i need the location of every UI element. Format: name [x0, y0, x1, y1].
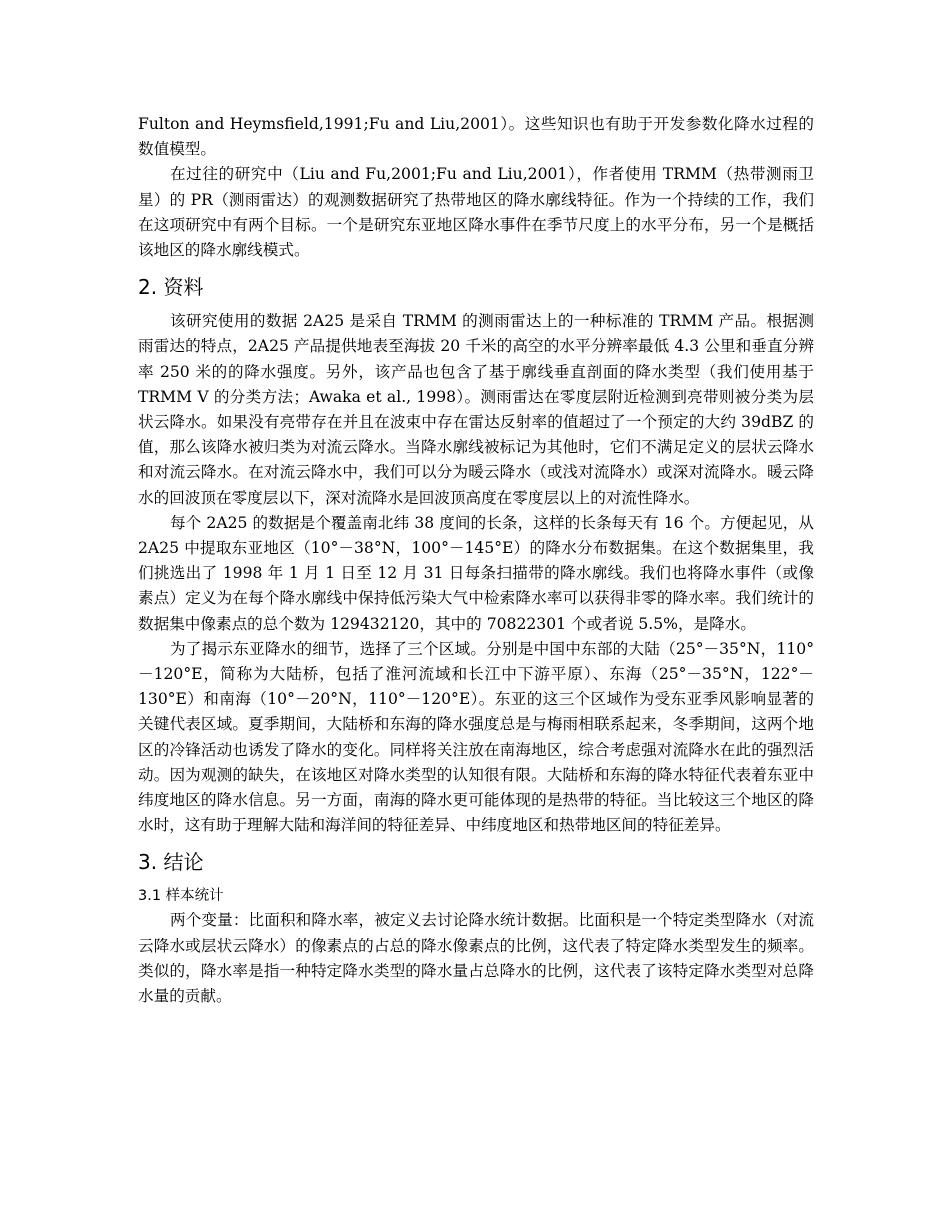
paragraph-data-1: 该研究使用的数据 2A25 是采自 TRMM 的测雨雷达上的一种标准的 TRMM 产品。根据测雨雷达的特点，2A25 产品提供地表至海拔 20 千米的高空的水平分辨率最低 4.3 公里和垂直分辨率 250 米的的降水强度。另外，该产品也包含了基于廓线垂直剖面的降水类型（我们使用基于 TRMM V 的分类方法；Awaka et al., 1998）。测雨雷达在零度层附近检测到亮带则被分类为层状云降水。如果没有亮带存在并且在波束中存在雷达反射率的值超过了一个预定的大约 39dBZ 的值，那么该降水被归类为对流云降水。当降水廓线被标记为其他时，它们不满足定义的层状云降水和对流云降水。在对流云降水中，我们可以分为暖云降水（或浅对流降水）或深对流降水。暖云降水的回波顶在零度层以下，深对流降水是回波顶高度在零度层以上的对流性降水。: [138, 312, 814, 507]
subsection-heading-sample-stats: 3.1 样本统计: [138, 888, 224, 905]
paragraph-intro-continuation: Fulton and Heymsfield,1991;Fu and Liu,2001）。这些知识也有助于开发参数化降水过程的数值模型。: [138, 115, 814, 159]
paragraph-data-2: 每个 2A25 的数据是个覆盖南北纬 38 度间的长条，这样的长条每天有 16 个。方便起见，从 2A25 中提取东亚地区（10°－38°N，100°－145°E）的降水分布数据集。在这个数据集里，我们挑选出了 1998 年 1 月 1 日至 12 月 31 日每条扫描带的降水廓线。我们也将降水事件（或像素点）定义为在每个降水廓线中保持低污染大气中检索降水率可以获得非零的降水率。我们统计的数据集中像素点的总个数为 129432120，其中的 70822301 个或者说 5.5%，是降水。: [138, 513, 814, 633]
paragraph-data-3: 为了揭示东亚降水的细节，选择了三个区域。分别是中国中东部的大陆（25°－35°N，110°－120°E，简称为大陆桥，包括了淮河流域和长江中下游平原）、东海（25°－35°N，122°－130°E）和南海（10°－20°N，110°－120°E）。东亚的这三个区域作为受东亚季风影响显著的关键代表区域。夏季期间，大陆桥和东海的降水强度总是与梅雨相联系起来，冬季期间，这两个地区的冷锋活动也诱发了降水的变化。同样将关注放在南海地区，综合考虑强对流降水在此的强烈活动。因为观测的缺失，在该地区对降水类型的认知很有限。大陆桥和东海的降水特征代表着东亚中纬度地区的降水信息。另一方面，南海的降水更可能体现的是热带的特征。当比较这三个地区的降水时，这有助于理解大陆和海洋间的特征差异、中纬度地区和热带地区间的特征差异。: [138, 639, 814, 835]
paragraph-results-1: 两个变量：比面积和降水率，被定义去讨论降水统计数据。比面积是一个特定类型降水（对流云降水或层状云降水）的像素点的占总的降水像素点的比例，这代表了特定降水类型发生的频率。类似的，降水率是指一种特定降水类型的降水量占总降水的比例，这代表了该特定降水类型对总降水量的贡献。: [138, 911, 814, 1006]
section-heading-data: 2. 资料: [138, 275, 204, 300]
section-heading-conclusion: 3. 结论: [138, 850, 204, 875]
paragraph-intro-goals: 在过往的研究中（Liu and Fu,2001;Fu and Liu,2001），作者使用 TRMM（热带测雨卫星）的 PR（测雨雷达）的观测数据研究了热带地区的降水廓线特征。作为一个持续的工作，我们在这项研究中有两个目标。一个是研究东亚地区降水事件在季节尺度上的水平分布，另一个是概括该地区的降水廓线模式。: [138, 165, 814, 260]
